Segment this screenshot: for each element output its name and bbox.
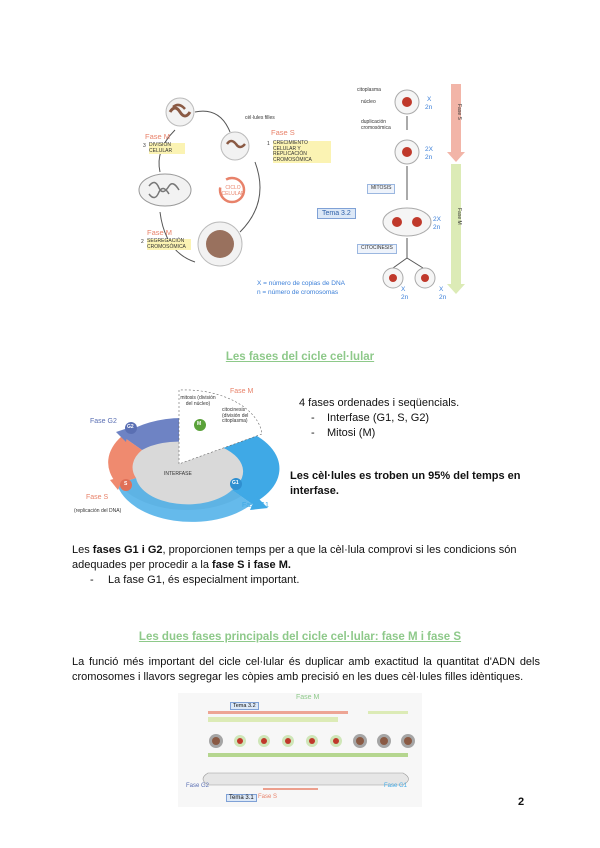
figure-phase-wheel xyxy=(72,384,284,524)
timeline-phase-g2: Fase G2 xyxy=(186,783,210,789)
copies-2: 2X xyxy=(425,146,433,153)
desc-phase-m-bottom: SEGREGACIÓN CROMOSÓMICA xyxy=(147,239,191,250)
p1-bold2: fase S i fase M. xyxy=(212,559,291,571)
summary-bold-note: Les cèl·lules es troben un 95% del temps en interfase. xyxy=(290,470,521,497)
timeline-phase-s: Fase S xyxy=(258,794,278,800)
label-cytokinesis-desc: citocinesis (división del citoplasma) xyxy=(222,407,249,424)
summary-item-mitosis: Mitosi (M) xyxy=(327,427,376,439)
label-s-desc: (replicación del DNA) xyxy=(74,508,122,514)
label-mitosis: MITOSIS xyxy=(367,184,395,194)
p1-bullet-text: La fase G1, és especialment important. xyxy=(108,574,300,586)
desc-phase-s: CRECIMIENTO CELULAR Y REPLICACIÓN CROMOSÓMICA xyxy=(273,141,331,163)
chromosomes-1: 2n xyxy=(425,104,433,111)
timeline-svg xyxy=(178,693,422,807)
label-cells: cèl·lules filles xyxy=(245,115,275,121)
cell-cycle-svg xyxy=(135,82,475,304)
section-title-main-phases: Les dues fases principals del cicle cel·lular: fase M i fase S xyxy=(138,631,462,643)
letter-g2: G2 xyxy=(127,424,134,430)
letter-g1: G1 xyxy=(232,480,239,486)
label-interphase: INTERFASE xyxy=(164,471,192,477)
copies-5: X xyxy=(439,286,444,293)
p1-bold1: fases G1 i G2 xyxy=(92,544,163,556)
desc-phase-m-top: DIVISIÓN CELULAR xyxy=(149,143,185,154)
label-cytokinesis: CITOCINESIS xyxy=(357,244,397,254)
num-phase-s: 1 xyxy=(267,141,270,147)
chromosomes-4: 2n xyxy=(401,294,409,301)
section-title-cycle-phases: Les fases del cicle cel·lular xyxy=(225,351,375,363)
paragraph-main-function: La funció més important del cicle cel·lular és duplicar amb exactitud la quantitat d'ADN dels cromosomes i llavors segregar les còpies amb precisió en les dues cèl·lules filles idèntiques. xyxy=(72,656,540,683)
bar-label-phase-m: Fase M xyxy=(456,208,462,225)
timeline-cells xyxy=(209,734,415,748)
summary-item: - Interfase (G1, S, G2) xyxy=(311,412,430,424)
summary-intro: 4 fases ordenades i seqüencials. xyxy=(299,397,460,409)
p1-part1: Les xyxy=(72,544,93,556)
theme-label: Tema 3.2 xyxy=(317,208,356,219)
label-cytoplasm: citoplasma xyxy=(357,87,381,93)
timeline-theme-top: Tema 3.2 xyxy=(230,702,259,710)
p1-part2: , proporcionen temps per a que la cèl·lula comprovi si les condicions són adequades per procedir a la xyxy=(72,544,517,571)
page-number: 2 xyxy=(518,796,525,808)
legend-chromosomes: n = número de cromosomas xyxy=(257,289,339,296)
timeline-phase-g1: Fase G1 xyxy=(384,783,408,789)
label-phase-m-top: Fase M xyxy=(145,132,171,141)
timeline-phase-m: Fase M xyxy=(296,694,320,701)
label-mitosis-desc: mitosis (división del núcleo) xyxy=(180,395,216,407)
chromosomes-2: 2n xyxy=(425,154,433,161)
chromosomes-5: 2n xyxy=(439,294,447,301)
copies-1: X xyxy=(427,96,432,103)
figure-phase-timeline xyxy=(178,693,422,807)
timeline-theme-bottom: Tema 3.1 xyxy=(226,794,257,802)
label-phase-m: Fase M xyxy=(230,388,254,395)
label-cycle: CICLO CELULAR xyxy=(221,185,245,197)
copies-4: X xyxy=(401,286,406,293)
letter-m: M xyxy=(197,421,202,427)
summary-item-interphase: Interfase (G1, S, G2) xyxy=(327,412,430,424)
bar-label-phase-s: Fase S xyxy=(456,104,462,120)
label-phase-g1: Fase G1 xyxy=(242,502,269,509)
paragraph-g1-g2 xyxy=(72,543,540,573)
legend-copies: X = número de copias de DNA xyxy=(257,280,345,287)
paragraph-g1-bullet: - La fase G1, és especialment important. xyxy=(90,574,300,586)
label-duplication: duplicación cromosómica xyxy=(361,119,391,131)
cell-rep-3 xyxy=(383,208,431,236)
summary-item: - Mitosi (M) xyxy=(311,427,376,439)
figure-cell-cycle-diagram xyxy=(135,82,475,304)
chromosomes-3: 2n xyxy=(433,224,441,231)
summary-block xyxy=(299,396,539,441)
copies-3: 2X xyxy=(433,216,441,223)
label-phase-m-bottom: Fase M xyxy=(147,228,173,237)
label-phase-s: Fase S xyxy=(271,128,295,137)
letter-s: S xyxy=(124,481,128,487)
label-phase-g2: Fase G2 xyxy=(90,418,117,425)
label-nucleus: núcleo xyxy=(361,99,376,105)
num-phase-m-top: 3 xyxy=(143,143,146,149)
label-phase-s-wheel: Fase S xyxy=(86,494,109,501)
num-phase-m-bottom: 2 xyxy=(141,239,144,245)
